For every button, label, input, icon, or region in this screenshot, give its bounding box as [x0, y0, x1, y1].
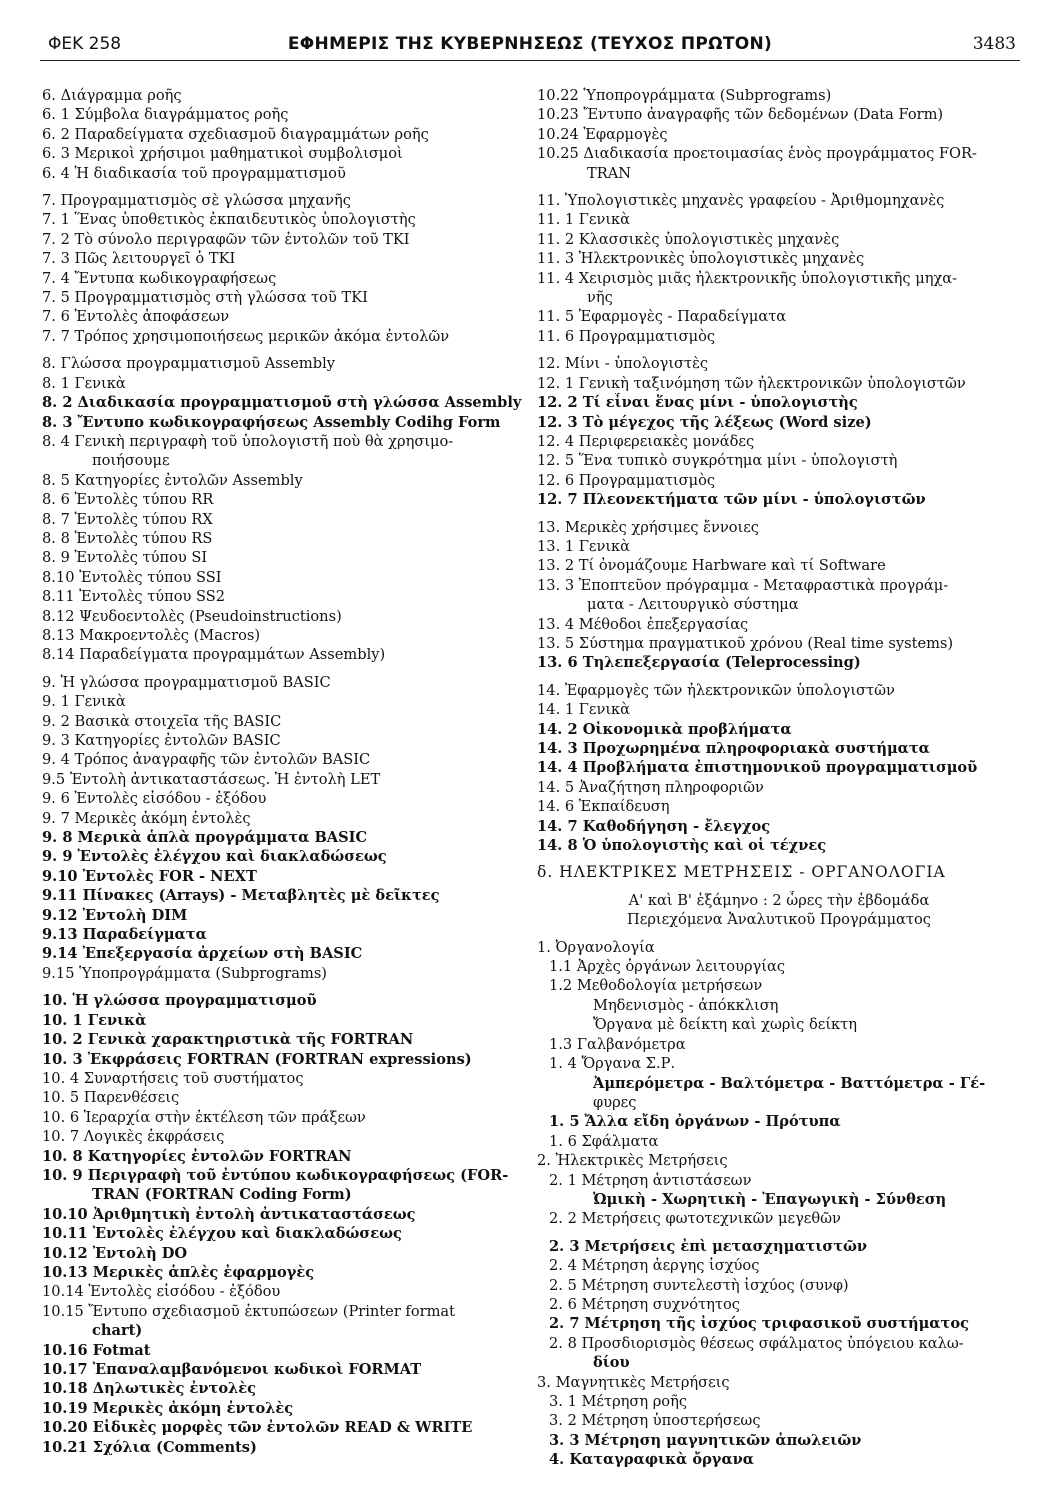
toc-line: Ὄργανα μὲ δείκτη καὶ χωρὶς δείκτη — [593, 1016, 857, 1034]
toc-line: 10.24 Ἐφαρμογὲς — [537, 125, 668, 143]
toc-line: 12. 6 Προγραμματισμὸς — [537, 471, 716, 489]
toc-line: 10.18 Δηλωτικὲς ἐντολὲς — [42, 1380, 257, 1398]
toc-line: 10.16 Fotmat — [42, 1341, 151, 1359]
toc-line: φυρες — [593, 1093, 637, 1111]
toc-line: 9. 3 Κατηγορίες ἐντολῶν BASIC — [42, 732, 281, 749]
toc-line: 7. Προγραμματισμὸς σὲ γλώσσα μηχανῆς — [42, 192, 351, 210]
toc-line: 12. 3 Τὸ μέγεχος τῆς λέξεως (Word size) — [537, 413, 872, 431]
toc-line: 9. Ἡ γλώσσα προγραμματισμοῦ BASIC — [42, 673, 331, 691]
toc-line: TRAN (FORTRAN Coding Form) — [92, 1186, 352, 1204]
toc-line: 7. 6 Ἐντολὲς ἀποφάσεων — [42, 308, 230, 326]
toc-line: 8. 6 Ἐντολὲς τύπου RR — [42, 491, 214, 509]
toc-line: 10.15 Ἔντυπο σχεδιασμοῦ ἐκτυπώσεων (Printer format — [42, 1302, 456, 1320]
toc-line: 2. 7 Μέτρηση τῆς ἰσχύος τριφασικοῦ συστήματος — [549, 1315, 969, 1333]
page-header — [40, 30, 1020, 61]
toc-line: 13. 4 Μέθοδοι ἐπεξεργασίας — [537, 615, 749, 633]
toc-line: 11. 1 Γενικὰ — [537, 211, 631, 229]
toc-line: 8. 1 Γενικὰ — [42, 374, 126, 392]
toc-line: 14. 6 Ἐκπαίδευση — [537, 798, 670, 816]
toc-line: δίου — [593, 1354, 630, 1372]
toc-line: 14. 8 Ὁ ὑπολογιστὴς καὶ οἱ τέχνες — [537, 837, 827, 855]
toc-line: 2. Ἠλεκτρικὲς Μετρήσεις — [537, 1152, 728, 1170]
toc-line: 8. 7 Ἐντολὲς τύπου RX — [42, 510, 213, 528]
toc-line: 13. Μερικὲς χρήσιμες ἔννοιες — [537, 518, 759, 536]
toc-line: 7. 5 Προγραμματισμὸς στὴ γλώσσα τοῦ ΤΚΙ — [42, 289, 368, 307]
toc-line: νῆς — [587, 289, 613, 307]
toc-line: 7. 1 Ἕνας ὑποθετικὸς ἐκπαιδευτικὸς ὑπολογιστὴς — [42, 211, 416, 229]
toc-line: 8.10 Ἐντολὲς τύπου SSI — [42, 568, 222, 586]
toc-line: 12. 5 Ἕνα τυπικὸ συγκρότημα μίνι - ὑπολογιστὴ — [537, 452, 898, 470]
toc-line: 9. 8 Μερικὰ ἁπλὰ προγράμματα BASIC — [42, 829, 368, 847]
toc-line: Μηδενισμὸς - ἀπόκκλιση — [593, 996, 779, 1014]
toc-line: 9. 2 Βασικὰ στοιχεῖα τῆς BASIC — [42, 712, 282, 730]
toc-line: Περιεχόμενα Ἀναλυτικοῦ Προγράμματος — [627, 911, 931, 929]
gazette-issue: ΦΕΚ 258 — [48, 34, 122, 54]
toc-line: 9. 9 Ἐντολὲς ἐλέγχου καὶ διακλαδώσεως — [42, 848, 387, 866]
toc-line: 10. 7 Λογικὲς ἐκφράσεις — [42, 1128, 225, 1146]
toc-line: 2. 4 Μέτρηση ἀεργης ἰσχύος — [549, 1257, 760, 1275]
toc-line: 1. 4 Ὄργανα Σ.Ρ. — [549, 1055, 676, 1073]
section-gap — [42, 665, 524, 673]
right-column — [537, 86, 1021, 1470]
toc-line: 4. Καταγραφικὰ ὄργανα — [549, 1451, 755, 1469]
toc-line: 2. 2 Μετρήσεις φωτοτεχνικῶν μεγεθῶν — [549, 1210, 841, 1228]
section-gap — [537, 855, 1021, 863]
toc-line: ποιήσουμε — [92, 452, 170, 470]
toc-line: 14. 3 Προχωρημένα πληροφοριακὰ συστήματα — [537, 740, 930, 757]
toc-line: 7. 2 Τὸ σύνολο περιγραφῶν τῶν ἐντολῶν τοῦ ΤΚΙ — [42, 230, 410, 248]
toc-line: ματα - Λειτουργικὸ σύστημα — [587, 596, 799, 614]
toc-line: 11. 5 Ἐφαρμογὲς - Παραδείγματα — [537, 308, 787, 326]
toc-line: 11. Ὑπολογιστικὲς μηχανὲς γραφείου - Ἀριθμομηχανὲς — [537, 192, 945, 210]
section-gap — [537, 1229, 1021, 1237]
toc-line: 3. 1 Μέτρηση ροῆς — [549, 1393, 688, 1410]
page-number: 3483 — [972, 34, 1016, 54]
toc-line: 14. 1 Γενικὰ — [537, 701, 631, 719]
toc-line: 10. 4 Συναρτήσεις τοῦ συστήματος — [42, 1069, 304, 1087]
toc-line: 12. 4 Περιφερειακὲς μονάδες — [537, 432, 755, 450]
section-gap — [537, 183, 1021, 191]
toc-line: 8. 4 Γενικὴ περιγραφὴ τοῦ ὑπολογιστῆ ποὺ θὰ χρησιμο- — [42, 432, 454, 450]
toc-line: 8.13 Μακροεντολὲς (Macros) — [42, 626, 261, 644]
toc-line: TRAN — [587, 164, 632, 182]
toc-line: 2. 3 Μετρήσεις ἐπὶ μετασχηματιστῶν — [549, 1237, 868, 1255]
toc-line: 11. 3 Ἠλεκτρονικὲς ὑπολογιστικὲς μηχανὲς — [537, 250, 865, 268]
toc-line: 12. 1 Γενικὴ ταξινόμηση τῶν ἠλεκτρονικῶν ὑπολογιστῶν — [537, 374, 966, 392]
toc-line: 10.20 Εἰδικὲς μορφὲς τῶν ἐντολῶν READ & WRITE — [42, 1419, 473, 1437]
section-gap — [537, 510, 1021, 518]
toc-line: 8. Γλώσσα προγραμματισμοῦ Assembly — [42, 355, 335, 373]
toc-line: 10.19 Μερικὲς ἀκόμη ἐντολὲς — [42, 1399, 294, 1417]
toc-line: 7. 7 Τρόπος χρησιμοποιήσεως μερικῶν ἀκόμα ἐντολῶν — [42, 327, 450, 345]
toc-line: 1. Ὀργανολογία — [537, 938, 655, 956]
toc-line: 10.21 Σχόλια (Comments) — [42, 1438, 257, 1456]
toc-line: 13. 2 Τί ὀνομάζουμε Harbware καὶ τί Software — [537, 557, 886, 575]
toc-line: 8. 2 Διαδικασία προγραμματισμοῦ στὴ γλώσσα Assembly — [42, 394, 522, 412]
toc-line: 12. 2 Τί εἶναι ἕνας μίνι - ὑπολογιστὴς — [537, 394, 858, 412]
toc-line: 1.2 Μεθοδολογία μετρήσεων — [549, 977, 763, 995]
toc-line: 8.12 Ψευδοεντολὲς (Pseudoinstructions) — [42, 607, 342, 625]
toc-line: 10.13 Μερικὲς ἁπλὲς ἐφαρμογὲς — [42, 1263, 315, 1281]
toc-line: 14. 5 Ἀναζήτηση πληροφοριῶν — [537, 778, 764, 796]
toc-line: 1. 5 Ἄλλα εἴδη ὀργάνων - Πρότυπα — [549, 1113, 841, 1131]
toc-line: 6. 4 Ἡ διαδικασία τοῦ προγραμματισμοῦ — [42, 164, 346, 182]
toc-line: 3. 3 Μέτρηση μαγνητικῶν ἀπωλειῶν — [549, 1431, 862, 1449]
toc-line: 9. 6 Ἐντολὲς εἰσόδου - ἐξόδου — [42, 790, 267, 808]
toc-line: 2. 5 Μέτρηση συντελεστὴ ἰσχύος (συνφ) — [549, 1276, 849, 1294]
toc-line: 13. 1 Γενικὰ — [537, 537, 631, 555]
toc-line: 9. 1 Γενικὰ — [42, 693, 126, 711]
toc-line: 9.10 Ἐντολὲς FOR - NEXT — [42, 867, 257, 885]
toc-line: 9.11 Πίνακες (Arrays) - Μεταβλητὲς μὲ δεῖκτες — [42, 887, 440, 905]
toc-line: 7. 3 Πῶς λειτουργεῖ ὁ ΤΚΙ — [42, 250, 236, 268]
toc-line: 10. 2 Γενικὰ χαρακτηριστικὰ τῆς FORTRAN — [42, 1031, 414, 1049]
toc-line: 9.12 Ἐντολὴ DIM — [42, 906, 188, 924]
toc-line: 10. 1 Γενικὰ — [42, 1011, 147, 1029]
section-gap — [537, 346, 1021, 354]
toc-line: 10. Ἡ γλώσσα προγραμματισμοῦ — [42, 992, 317, 1010]
toc-line: 10. 8 Κατηγορίες ἐντολῶν FORTRAN — [42, 1147, 352, 1165]
toc-line: 6. 3 Μερικοὶ χρήσιμοι μαθηματικοὶ συμβολισμοὶ — [42, 145, 403, 163]
toc-line: 10.11 Ἐντολὲς ἐλέγχου καὶ διακλαδώσεως — [42, 1225, 402, 1243]
toc-line: 8. 8 Ἐντολὲς τύπου RS — [42, 529, 213, 547]
toc-line: 14. 4 Προβλήματα ἐπιστημονικοῦ προγραμματισμοῦ — [537, 759, 978, 777]
left-column — [42, 86, 524, 1457]
toc-line: 13. 5 Σύστημα πραγματικοῦ χρόνου (Real time systems) — [537, 634, 954, 652]
toc-line: 14. 7 Καθοδήγηση - ἔλεγχος — [537, 817, 771, 835]
toc-line: 2. 6 Μέτρηση συχνότητος — [549, 1295, 740, 1313]
toc-line: 10.10 Ἀριθμητικὴ ἐντολὴ ἀντικαταστάσεως — [42, 1205, 416, 1223]
toc-line: 10. 5 Παρενθέσεις — [42, 1089, 180, 1107]
toc-line: 13. 6 Τηλεπεξεργασία (Teleprocessing) — [537, 654, 861, 672]
toc-line: chart) — [92, 1322, 143, 1340]
toc-line: 3. 2 Μέτρηση ὑποστερήσεως — [549, 1412, 761, 1430]
toc-line: 9.15 Ὑποπρογράμματα (Subprograms) — [42, 964, 328, 982]
toc-line: 10.25 Διαδικασία προετοιμασίας ἑνὸς προγράμματος FOR- — [537, 145, 977, 163]
toc-line: 13. 3 Ἐποπτεῦον πρόγραμμα - Μεταφραστικὰ προγράμ- — [537, 576, 949, 594]
toc-line: 10.17 Ἐπαναλαμβανόμενοι κωδικοὶ FORMAT — [42, 1361, 422, 1378]
toc-line: 9. 4 Τρόπος ἀναγραφῆς τῶν ἐντολῶν BASIC — [42, 751, 371, 769]
toc-line: 10.23 Ἔντυπο ἀναγραφῆς τῶν δεδομένων (Data Form) — [537, 106, 944, 124]
toc-line: 3. Μαγνητικὲς Μετρήσεις — [537, 1373, 730, 1391]
toc-line: Ὠμικὴ - Χωρητικὴ - Ἐπαγωγικὴ - Σύνθεση — [593, 1190, 947, 1208]
section-gap — [537, 883, 1021, 891]
section-gap — [42, 183, 524, 191]
toc-line: 6. 1 Σύμβολα διαγράμματος ροῆς — [42, 106, 289, 124]
toc-line: 8.11 Ἐντολὲς τύπου SS2 — [42, 588, 226, 606]
section-gap — [537, 930, 1021, 938]
section-heading: δ. ΗΛΕΚΤΡΙΚΕΣ ΜΕΤΡΗΣΕΙΣ - ΟΡΓΑΝΟΛΟΓΙΑ — [537, 863, 946, 882]
toc-line: Α' καὶ Β' ἑξάμηνο : 2 ὧρες τὴν ἑβδομάδα — [628, 891, 930, 909]
toc-line: 6. Διάγραμμα ροῆς — [42, 87, 182, 104]
gazette-title: ΕΦΗΜΕΡΙΣ ΤΗΣ ΚΥΒΕΡΝΗΣΕΩΣ (ΤΕΥΧΟΣ ΠΡΩΤΟΝ) — [287, 34, 773, 54]
toc-line: 2. 8 Προσδιορισμὸς θέσεως σφάλματος ὑπόγειου καλω- — [549, 1334, 964, 1352]
toc-line: 10. 3 Ἐκφράσεις FORTRAN (FORTRAN expressions) — [42, 1050, 472, 1068]
toc-line: 12. 7 Πλεονεκτήματα τῶν μίνι - ὑπολογιστῶν — [537, 491, 926, 509]
toc-line: 10. 9 Περιγραφὴ τοῦ ἐντύπου κωδικογραφήσεως (FOR- — [42, 1166, 509, 1184]
toc-line: 10. 6 Ἱεραρχία στὴν ἐκτέλεση τῶν πράξεων — [42, 1108, 366, 1126]
toc-line: 14. 2 Οἰκονομικὰ προβλήματα — [537, 720, 792, 738]
toc-line: 1.1 Ἀρχὲς ὀργάνων λειτουργίας — [549, 958, 785, 976]
toc-line: 8. 9 Ἐντολὲς τύπου SI — [42, 549, 208, 567]
toc-line: 9.5 Ἐντολὴ ἀντικαταστάσεως. Ἡ ἐντολὴ LET — [42, 770, 381, 788]
toc-line: 7. 4 Ἔντυπα κωδικογραφήσεως — [42, 269, 277, 287]
toc-line: 10.14 Ἐντολὲς εἰσόδου - ἐξόδου — [42, 1283, 281, 1301]
toc-line: 10.12 Ἐντολὴ DO — [42, 1244, 188, 1262]
toc-line: 14. Ἐφαρμογὲς τῶν ἠλεκτρονικῶν ὑπολογιστῶν — [537, 681, 895, 699]
toc-line: 9. 7 Μερικὲς ἀκόμη ἐντολὲς — [42, 809, 251, 827]
toc-line: 9.14 Ἐπεξεργασία ἀρχείων στὴ BASIC — [42, 945, 363, 963]
toc-line: 11. 6 Προγραμματισμὸς — [537, 327, 716, 345]
section-gap — [42, 346, 524, 354]
toc-line: 1. 6 Σφάλματα — [549, 1132, 659, 1150]
toc-line: Ἀμπερόμετρα - Βαλτόμετρα - Βαττόμετρα - Γέ- — [593, 1074, 986, 1092]
section-gap — [42, 983, 524, 991]
toc-line: 12. Μίνι - ὑπολογιστὲς — [537, 355, 709, 373]
toc-line: 2. 1 Μέτρηση ἀντιστάσεων — [549, 1171, 752, 1189]
toc-line: 11. 4 Χειρισμὸς μιᾶς ἠλεκτρονικῆς ὑπολογιστικῆς μηχα- — [537, 269, 958, 287]
toc-line: 1.3 Γαλβανόμετρα — [549, 1035, 686, 1053]
toc-line: 8. 5 Κατηγορίες ἐντολῶν Assembly — [42, 471, 303, 489]
toc-line: 11. 2 Κλασσικὲς ὑπολογιστικὲς μηχανὲς — [537, 230, 840, 248]
toc-line: 9.13 Παραδείγματα — [42, 926, 207, 944]
section-gap — [537, 673, 1021, 681]
toc-line: 8.14 Παραδείγματα προγραμμάτων Assembly) — [42, 646, 386, 664]
toc-line: 6. 2 Παραδείγματα σχεδιασμοῦ διαγραμμάτων ροῆς — [42, 125, 429, 143]
toc-line: 10.22 Ὑποπρογράμματα (Subprograms) — [537, 87, 832, 104]
toc-line: 8. 3 Ἔντυπο κωδικογραφήσεως Assembly Codihg Form — [42, 413, 501, 431]
